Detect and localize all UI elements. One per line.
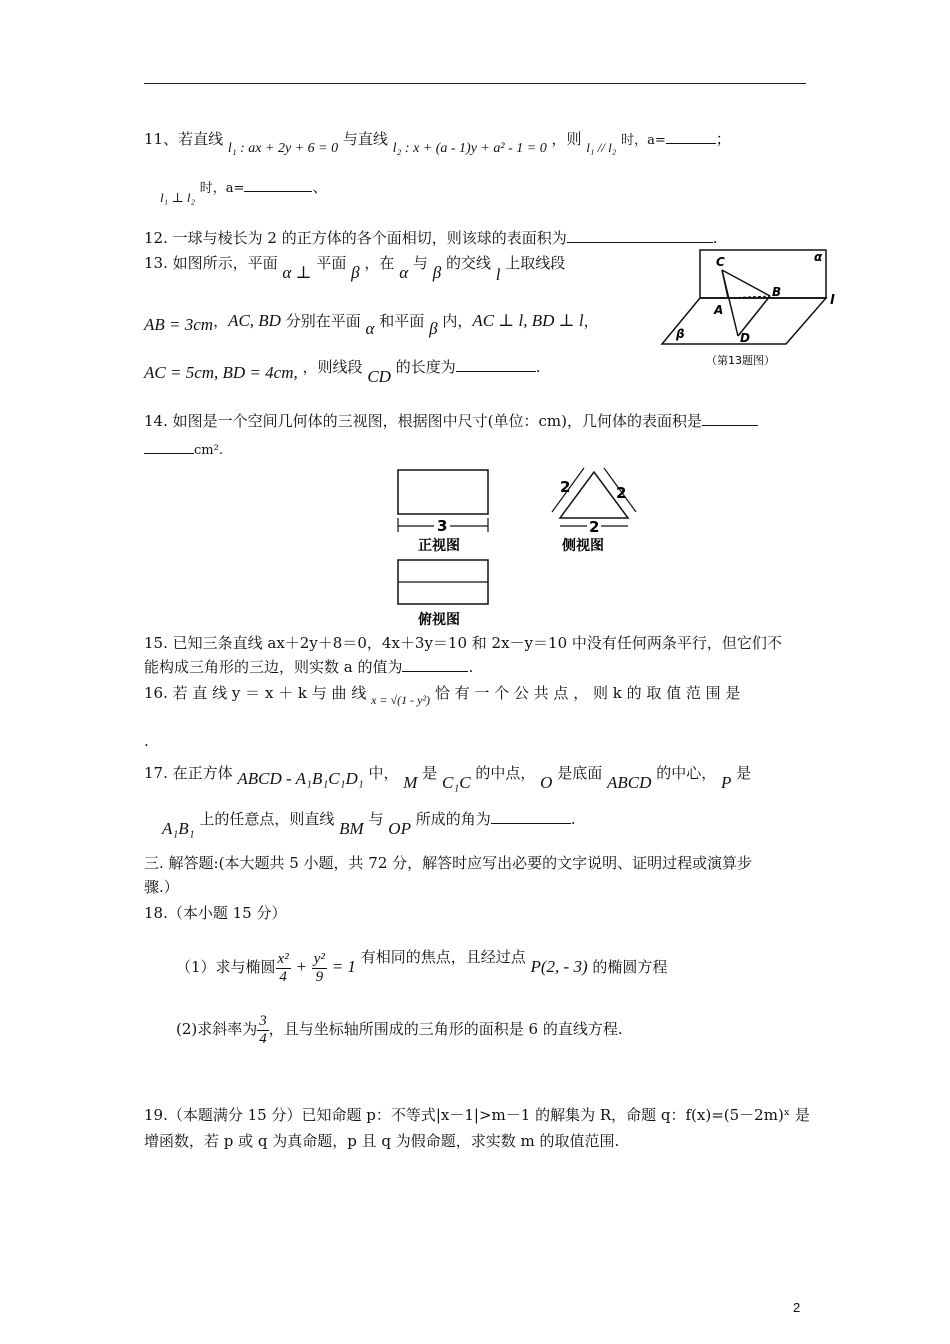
fraction-x2-over-4: [276, 951, 291, 986]
fraction-denominator: 4: [259, 1030, 267, 1047]
answer-blank: [491, 809, 571, 824]
q13-math: α ⊥: [282, 263, 312, 282]
q18-title: 18.（本小题 15 分）: [144, 904, 287, 922]
q16-text: 恰 有 一 个 公 共 点 ， 则 k 的 取 值 范 围 是: [434, 684, 741, 702]
section-3-heading: [144, 852, 806, 874]
q17-math: C₁C: [442, 773, 471, 792]
q18-text: 有相同的焦点，且经过点: [360, 948, 526, 966]
q14-text: 14. 如图是一个空间几何体的三视图，根据图中尺寸(单位：cm)，几何体的表面积是: [144, 412, 702, 430]
figure-13-dihedral: [660, 246, 838, 370]
question-16-end: [144, 730, 806, 752]
question-18-title: [144, 902, 806, 924]
q13-math: l: [495, 265, 501, 284]
label-alpha: α: [814, 250, 823, 264]
question-11-line-2: [160, 176, 822, 205]
q11-line-l1: l₁ : ax + 2y + 6 = 0: [227, 141, 339, 156]
q17-text: 是: [736, 764, 752, 782]
question-15-line-2: [144, 656, 806, 678]
q15-text: .: [468, 658, 474, 676]
q13-text: 上取线段: [505, 254, 566, 272]
answer-blank: [567, 228, 713, 243]
q17-text: 是: [422, 764, 438, 782]
page-number: 2: [793, 1300, 801, 1315]
answer-blank: [456, 357, 536, 372]
q16-curve: x = √(1 - y²): [371, 693, 431, 707]
q19-text: 19.（本题满分 15 分）已知命题 p：不等式|x－1|>m－1 的解集为 R，命题 q：f(x)=(5－2m)ˣ 是: [144, 1106, 810, 1124]
q11-parallel: l₁ // l₂: [586, 140, 617, 155]
label-b: B: [772, 285, 782, 299]
q18-text: （1）求与椭圆: [176, 958, 276, 976]
segment-bd: [738, 296, 770, 336]
q17-text: 所成的角为: [415, 810, 491, 828]
q11-perpendicular: l₁ ⊥ l₂: [160, 190, 195, 205]
question-19-line-2: [144, 1130, 806, 1152]
q11-text: 、: [312, 178, 328, 196]
q13-math: CD: [367, 367, 391, 386]
q12-text: .: [712, 229, 718, 247]
q13-math: α: [365, 319, 375, 338]
q11-text: 时，a=: [621, 133, 666, 148]
section-3-heading-line-2: [144, 876, 806, 898]
side-view-label: 侧视图: [562, 538, 604, 554]
top-view-label: 俯视图: [418, 612, 460, 628]
side-dim-left-label: 2: [560, 478, 571, 496]
question-15-line-1: [144, 632, 806, 654]
front-dim-label: 3: [437, 517, 448, 535]
q11-text: 与直线: [342, 130, 388, 148]
q12-text: 12. 一球与棱长为 2 的正方体的各个面相切，则该球的表面积为: [144, 229, 567, 247]
segment-cd: [722, 270, 738, 336]
q17-text: 17. 在正方体: [144, 764, 233, 782]
q17-math: M: [403, 773, 418, 792]
q17-text: 上的任意点，则直线: [199, 810, 335, 828]
question-17-line-2: [162, 808, 824, 838]
q14-unit: cm².: [194, 443, 223, 458]
label-l: l: [830, 293, 835, 308]
q13-text: 内，: [442, 312, 473, 330]
q13-math: AC = 5cm, BD = 4cm,: [144, 363, 298, 382]
q11-text: ；: [715, 130, 731, 148]
q15-text: 能构成三角形的三边，则实数 a 的值为: [144, 658, 403, 676]
question-18-part-2: [176, 1006, 806, 1052]
question-13-line-3: [144, 356, 664, 386]
fraction-y2-over-9: [312, 951, 327, 986]
fraction-numerator: x²: [277, 950, 289, 967]
q17-math: ABCD: [607, 773, 652, 792]
question-18-part-1: [176, 944, 806, 990]
question-17-line-1: [144, 762, 806, 792]
q17-math: ABCD - A₁B₁C₁D₁: [237, 769, 364, 788]
q18-text: (2)求斜率为: [176, 1020, 258, 1038]
q17-text: 与: [368, 810, 384, 828]
q18-point: P(2, - 3): [530, 957, 588, 976]
q17-math: A₁B₁: [162, 819, 195, 838]
label-c: C: [716, 255, 725, 269]
q13-text: 和平面: [379, 312, 425, 330]
q18-text: ，且与坐标轴所围成的三角形的面积是 6 的直线方程.: [268, 1020, 623, 1038]
question-13-line-1: [144, 252, 664, 284]
q18-math: = 1: [331, 957, 356, 976]
q15-text: 15. 已知三条直线 ax＋2y＋8＝0，4x＋3y＝10 和 2x－y＝10 中没有任何两条平行，但它们不: [144, 634, 782, 652]
answer-blank: [666, 129, 716, 144]
fraction-denominator: 9: [315, 968, 324, 985]
q17-math: O: [540, 773, 553, 792]
q19-text: 增函数，若 p 或 q 为真命题，p 且 q 为假命题，求实数 m 的取值范围.: [144, 1132, 620, 1150]
q11-text: 时，a=: [199, 181, 245, 196]
section-3-text: 三. 解答题:(本大题共 5 小题，共 72 分，解答时应写出必要的文字说明、证明过程或演算步: [144, 854, 753, 872]
answer-blank: [244, 177, 312, 192]
label-beta: β: [676, 327, 685, 341]
q17-math: BM: [339, 819, 364, 838]
question-13-line-2: [144, 310, 664, 338]
q13-text: 的交线: [445, 254, 491, 272]
q13-math: β: [429, 319, 438, 338]
q13-text: ，: [583, 312, 599, 330]
q13-text: ，则线段: [302, 358, 363, 376]
q13-text: ，在: [364, 254, 395, 272]
q11-text: ，则: [551, 130, 582, 148]
front-view-rect: [398, 470, 488, 514]
header-rule: [144, 83, 806, 84]
question-19-line-1: [144, 1104, 810, 1126]
q16-text: .: [144, 732, 149, 750]
answer-blank: [144, 439, 194, 454]
q13-math: β: [432, 263, 442, 282]
front-view-label: 正视图: [418, 538, 460, 554]
q13-math: AB = 3cm: [144, 315, 214, 334]
q13-text: 与: [412, 254, 428, 272]
figure-14-three-views: [392, 462, 642, 632]
q17-text: .: [570, 810, 576, 828]
figure-caption: （第13题图）: [706, 354, 775, 367]
q11-line-l2: l₂ : x + (a - 1)y + a² - 1 = 0: [392, 141, 547, 156]
label-d: D: [740, 331, 750, 345]
fraction-numerator: 3: [259, 1012, 267, 1029]
q17-text: 中，: [368, 764, 399, 782]
q18-text: 的椭圆方程: [592, 958, 668, 976]
answer-blank: [402, 657, 468, 672]
question-11-line-1: [144, 128, 806, 156]
question-14-line-2: [144, 438, 806, 462]
side-dim-right-label: 2: [616, 484, 627, 502]
q18-math: +: [295, 957, 307, 976]
q13-math: AC, BD: [228, 311, 281, 330]
q17-math: P: [721, 773, 732, 792]
q17-math: OP: [388, 819, 411, 838]
side-dim-bottom-label: 2: [589, 518, 600, 536]
answer-blank: [702, 411, 758, 426]
question-16: [144, 682, 806, 705]
q16-text: 16. 若 直 线 y ＝ x ＋ k 与 曲 线: [144, 684, 367, 702]
question-14-line-1: [144, 410, 806, 432]
q13-math: AC ⊥ l, BD ⊥ l: [472, 311, 584, 330]
q13-text: ，: [213, 312, 229, 330]
fraction-3-over-4: [257, 1013, 269, 1048]
q13-text: .: [535, 358, 541, 376]
q17-text: 的中心，: [656, 764, 717, 782]
q17-text: 是底面: [557, 764, 603, 782]
q17-text: 的中点，: [475, 764, 536, 782]
q13-math: β: [351, 263, 360, 282]
label-a: A: [714, 303, 724, 317]
q11-text: 11、若直线: [144, 130, 224, 148]
q13-math: α: [399, 263, 409, 282]
segment-cb: [722, 270, 770, 296]
q13-text: 的长度为: [395, 358, 456, 376]
q13-text: 平面: [316, 254, 347, 272]
fraction-numerator: y²: [313, 950, 325, 967]
section-3-text: 骤.）: [144, 878, 179, 896]
q13-text: 13. 如图所示，平面: [144, 254, 278, 272]
q13-text: 分别在平面: [285, 312, 361, 330]
fraction-denominator: 4: [279, 968, 287, 985]
